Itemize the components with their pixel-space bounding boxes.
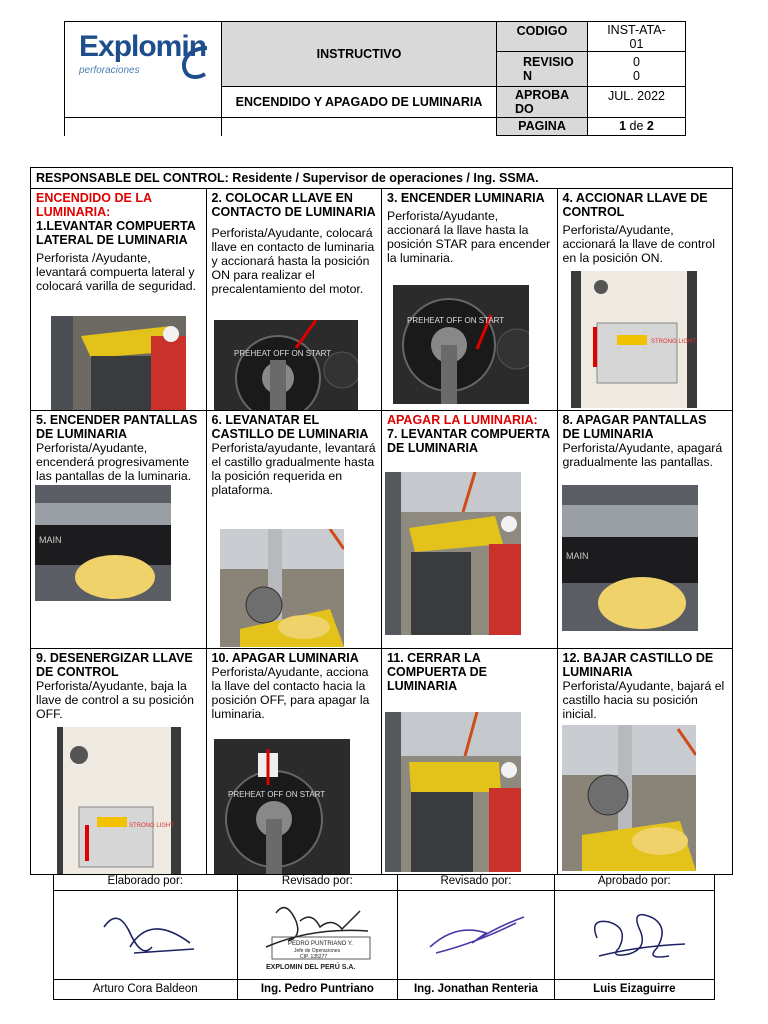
switch-label: PREHEAT OFF ON START xyxy=(233,349,331,358)
logo-tagline: perforaciones xyxy=(79,65,140,76)
tower-winch-icon xyxy=(562,725,696,871)
photo-compuerta-open xyxy=(385,472,521,635)
role-aprobado: Aprobado por: xyxy=(554,875,714,891)
stamp-cip: CIP. 135277 xyxy=(300,954,328,961)
name-revisado-1: Ing. Pedro Puntriano xyxy=(237,979,398,999)
step-cell-2 xyxy=(206,189,382,411)
aprobado-label: APROBA DO xyxy=(497,86,588,117)
codigo-value: INST-ATA- 01 xyxy=(588,22,686,52)
codigo-label: CODIGO xyxy=(497,22,588,52)
role-revisado-2: Revisado por: xyxy=(398,875,554,891)
stamp-name: PEDRO PUNTRIANO Y. xyxy=(288,941,354,948)
logo-bottom xyxy=(65,117,222,135)
doc-title: ENCENDIDO Y APAGADO DE LUMINARIA xyxy=(222,86,497,117)
doc-type: INSTRUCTIVO xyxy=(222,22,497,87)
step-description: Perforista/Ayudante, apagará gradualmente las pantallas. xyxy=(562,441,723,469)
step-title: 2. COLOCAR LLAVE EN CONTACTO DE LUMINARIA xyxy=(211,191,376,219)
step-description: Perforista/Ayudante, encenderá progresivamente las pantallas de la luminaria. xyxy=(36,441,192,483)
tower-winch-icon xyxy=(220,529,344,647)
step-title: 6. LEVANATAR EL CASTILLO DE LUMINARIA xyxy=(211,413,369,441)
photo-luminaria-compuerta xyxy=(51,316,186,410)
photo-switch-start xyxy=(393,285,529,404)
signature-cora-icon xyxy=(90,903,200,963)
step-cell-6 xyxy=(206,411,382,649)
step-title: 9. DESENERGIZAR LLAVE DE CONTROL xyxy=(36,651,193,679)
step-description: Perforista /Ayudante, levantará compuerta lateral y colocará varilla de seguridad. xyxy=(36,251,196,293)
step-title: 5. ENCENDER PANTALLAS DE LUMINARIA xyxy=(36,413,198,441)
control-panel-icon xyxy=(562,485,698,631)
breaker-panel-icon xyxy=(571,271,697,408)
step-cell-4 xyxy=(557,189,733,411)
panel-label: MAIN xyxy=(39,535,62,545)
step-title: 3. ENCENDER LUMINARIA xyxy=(387,191,545,205)
pagina-total: 2 xyxy=(646,119,654,134)
signature-eizaguirre-icon xyxy=(569,898,699,968)
aprobado-value: JUL. 2022 xyxy=(588,86,686,117)
photo-panel-on xyxy=(35,485,171,601)
step-cell-10 xyxy=(206,649,382,875)
step-title: 8. APAGAR PANTALLAS DE LUMINARIA xyxy=(562,413,707,441)
step-description: Perforista/ayudante, levantará el castillo gradualmente hasta la posición requerida en plataforma. xyxy=(211,441,376,497)
stamp-role: Jefe de Operaciones xyxy=(294,948,341,955)
photo-compuerta-closed xyxy=(385,712,521,872)
control-panel-icon xyxy=(35,485,171,601)
pagina-value xyxy=(588,117,686,135)
photo-panel-off xyxy=(562,485,698,631)
company-logo xyxy=(65,22,222,118)
signature-puntriano-icon xyxy=(242,891,392,975)
signature-cell-4 xyxy=(554,891,714,980)
step-description: Perforista/Ayudante, accionará la llave de control en la posición ON. xyxy=(562,223,715,265)
responsable-control: RESPONSABLE DEL CONTROL: Residente / Supervisor de operaciones / Ing. SSMA. xyxy=(31,168,733,189)
signature-cell-3 xyxy=(398,891,554,980)
document-header xyxy=(64,21,686,136)
ignition-switch-icon xyxy=(393,285,529,404)
step-description: Perforista/Ayudante, baja la llave de control a su posición OFF. xyxy=(36,679,194,721)
luminaria-photo-icon xyxy=(385,712,521,872)
role-revisado-1: Revisado por: xyxy=(237,875,398,891)
name-revisado-2: Ing. Jonathan Renteria xyxy=(398,979,554,999)
steps-table xyxy=(30,167,733,875)
signature-cell-1 xyxy=(54,891,238,980)
ignition-switch-icon xyxy=(214,320,358,410)
step-title: 11. CERRAR LA COMPUERTA DE LUMINARIA xyxy=(387,651,487,693)
revision-value: 0 0 xyxy=(588,52,686,86)
pagina-label: PAGINA xyxy=(497,117,588,135)
step-cell-9 xyxy=(31,649,207,875)
section-title-apagar: APAGAR LA LUMINARIA: xyxy=(387,413,538,427)
step-cell-5 xyxy=(31,411,207,649)
pagina-sep: de xyxy=(626,119,647,134)
step-cell-8 xyxy=(557,411,733,649)
photo-breaker-off xyxy=(57,727,181,874)
panel-label: MAIN xyxy=(565,551,588,561)
breaker-brand: STRONG LIGHT xyxy=(650,339,696,345)
step-title: 12. BAJAR CASTILLO DE LUMINARIA xyxy=(562,651,714,679)
stamp-company: EXPLOMIN DEL PERÚ S.A. xyxy=(266,964,356,972)
step-description: Perforista/Ayudante, bajará el castillo hacia su posición inicial. xyxy=(562,679,725,721)
photo-breaker-on xyxy=(571,271,697,408)
luminaria-photo-icon xyxy=(51,316,186,410)
signature-renteria-icon xyxy=(416,903,536,963)
step-title: 10. APAGAR LUMINARIA xyxy=(211,651,359,665)
switch-label: PREHEAT OFF ON START xyxy=(407,316,505,325)
step-description: Perforista/Ayudante, colocará llave en contacto de luminaria y accionará hasta la posición ON para realizar el precalentamiento del motor. xyxy=(211,226,375,296)
photo-castillo-up xyxy=(220,529,344,647)
step-cell-12 xyxy=(557,649,733,875)
step-cell-3 xyxy=(382,189,558,411)
step-cell-7 xyxy=(382,411,558,649)
name-aprobado: Luis Eizaguirre xyxy=(554,979,714,999)
name-elaborado: Arturo Cora Baldeon xyxy=(54,979,238,999)
title-bottom xyxy=(222,117,497,135)
section-title-encendido: ENCENDIDO DE LA LUMINARIA: xyxy=(36,191,152,219)
signature-cell-2 xyxy=(237,891,398,980)
step-title: 4. ACCIONAR LLAVE DE CONTROL xyxy=(562,191,708,219)
revision-label: REVISIO N xyxy=(497,52,588,86)
breaker-brand: STRONG LIGHT xyxy=(129,823,175,829)
logo-swoosh-icon xyxy=(177,44,213,80)
luminaria-photo-icon xyxy=(385,472,521,635)
logo-wordmark: Explomin xyxy=(79,30,207,63)
photo-switch-on xyxy=(214,320,358,410)
photo-castillo-down xyxy=(562,725,696,871)
breaker-panel-icon xyxy=(57,727,181,874)
ignition-switch-icon xyxy=(214,739,350,875)
step-description: Perforista/Ayudante, acciona la llave del contacto hacia la posición OFF, para apagar la luminaria. xyxy=(211,665,370,721)
step-title: 7. LEVANTAR COMPUERTA DE LUMINARIA xyxy=(387,427,550,455)
pagina-current: 1 xyxy=(619,119,627,134)
role-elaborado: Elaborado por: xyxy=(54,875,238,891)
step-description: Perforista/Ayudante, accionará la llave hasta la posición STAR para encender la luminaria. xyxy=(387,209,551,265)
signature-table xyxy=(53,874,715,1000)
step-cell-11 xyxy=(382,649,558,875)
step-cell-1 xyxy=(31,189,207,411)
step-title: 1.LEVANTAR COMPUERTA LATERAL DE LUMINARIA xyxy=(36,219,196,247)
photo-switch-off xyxy=(214,739,350,875)
switch-label: PREHEAT OFF ON START xyxy=(227,790,325,799)
